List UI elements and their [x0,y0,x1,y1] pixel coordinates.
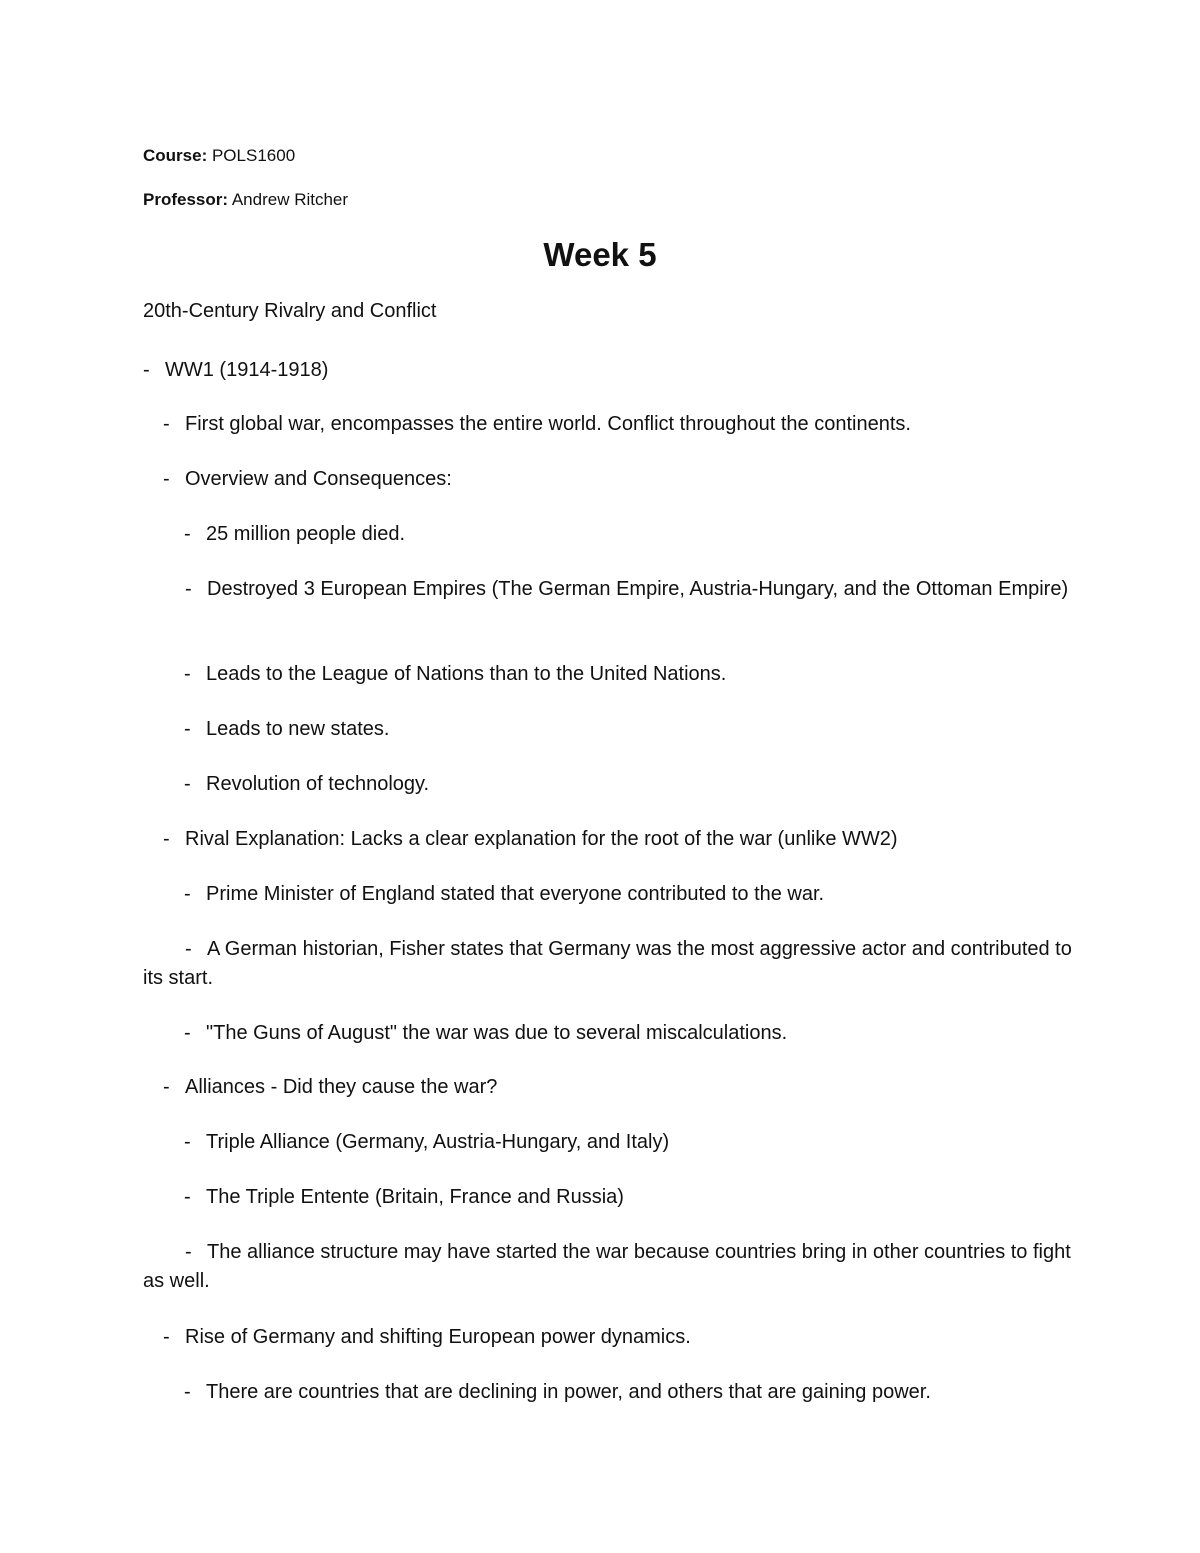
list-item [163,1323,691,1352]
list-item [184,520,405,549]
list-item-text: Overview and Consequences: [185,468,452,490]
bullet-dash: - [163,1076,170,1098]
professor-line [143,190,348,210]
page-title: Week 5 [543,236,657,273]
list-item [163,825,898,854]
list-item [184,715,389,744]
list-item [163,1073,497,1102]
list-item [184,660,726,689]
list-item [143,1238,1073,1296]
bullet-dash: - [143,359,150,381]
bullet-dash: - [184,883,191,905]
list-item [163,410,911,439]
list-item-text: The alliance structure may have started the war because countries bring in other countries to fight as well. [143,1241,1071,1292]
list-item [184,770,429,799]
list-item-text: Leads to new states. [206,718,390,740]
bullet-dash: - [163,1326,170,1348]
list-item-text: Rise of Germany and shifting European power dynamics. [185,1326,691,1348]
course-label: Course: [143,146,208,165]
bullet-dash: - [185,1241,192,1263]
course-line [143,146,295,166]
list-item-text: WW1 (1914-1918) [165,359,329,381]
list-item-text: A German historian, Fisher states that Germany was the most aggressive actor and contributed to its start. [143,938,1072,989]
bullet-dash: - [163,468,170,490]
bullet-dash: - [184,1131,191,1153]
list-item [184,1183,624,1212]
list-item-text: Leads to the League of Nations than to the United Nations. [206,663,727,685]
bullet-dash: - [184,1022,191,1044]
bullet-dash: - [184,523,191,545]
bullet-dash: - [185,938,192,960]
list-item [184,1378,931,1407]
list-item [184,1019,787,1048]
bullet-dash: - [163,828,170,850]
professor-value: Andrew Ritcher [231,190,349,209]
list-item-text: First global war, encompasses the entire world. Conflict throughout the continents. [185,413,911,435]
bullet-dash: - [163,413,170,435]
bullet-dash: - [184,718,191,740]
list-item [184,880,824,909]
list-item-text: There are countries that are declining in power, and others that are gaining power. [206,1381,931,1403]
list-item-text: Destroyed 3 European Empires (The German Empire, Austria-Hungary, and the Ottoman Empire) [207,578,1069,600]
list-item-text: Rival Explanation: Lacks a clear explanation for the root of the war (unlike WW2) [185,828,898,850]
list-item-text: Revolution of technology. [206,773,430,795]
bullet-dash: - [184,1186,191,1208]
bullet-dash: - [185,578,192,600]
bullet-dash: - [184,663,191,685]
list-item-text: Alliances - Did they cause the war? [185,1076,498,1098]
course-value: POLS1600 [211,146,296,165]
list-item-text: Triple Alliance (Germany, Austria-Hungary, and Italy) [206,1131,670,1153]
list-item [143,356,328,385]
list-item [163,465,452,494]
bullet-dash: - [184,1381,191,1403]
list-item [143,575,1073,604]
list-item-text: "The Guns of August" the war was due to several miscalculations. [206,1022,788,1044]
bullet-dash: - [184,773,191,795]
list-item-text: 25 million people died. [206,523,406,545]
section-heading: 20th-Century Rivalry and Conflict [143,300,437,322]
list-item [184,1128,669,1157]
list-item [143,935,1073,993]
professor-label: Professor: [143,190,229,209]
list-item-text: Prime Minister of England stated that everyone contributed to the war. [206,883,825,905]
list-item-text: The Triple Entente (Britain, France and Russia) [206,1186,624,1208]
